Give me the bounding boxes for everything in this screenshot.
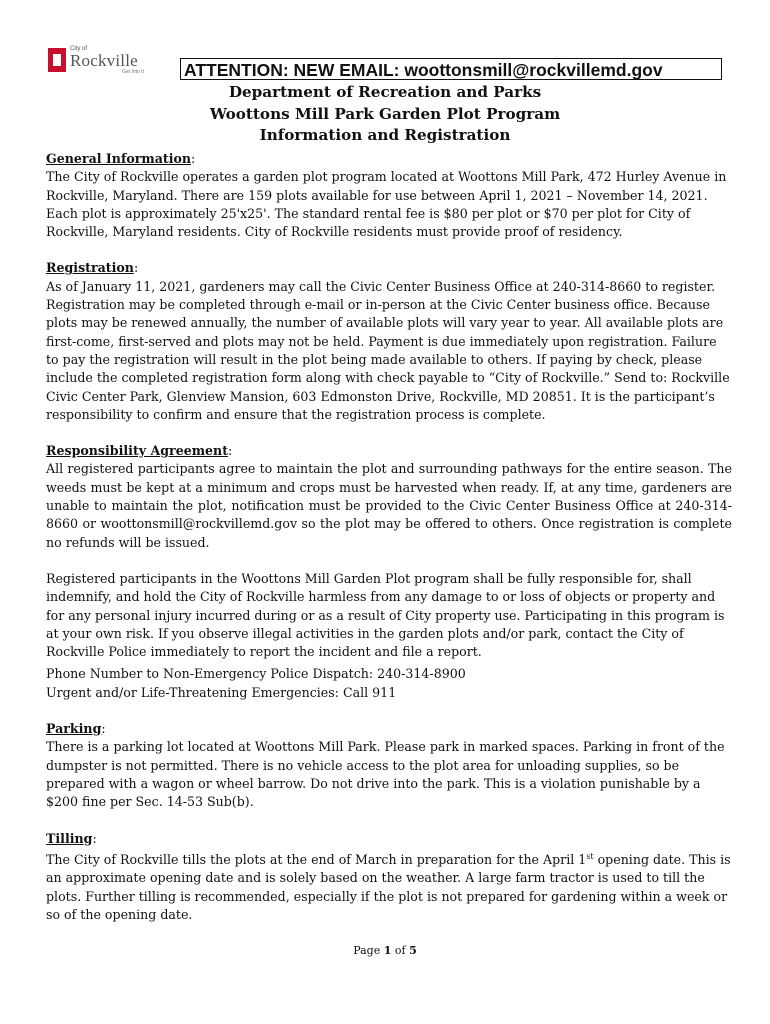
section-label-tilling: Tilling [46, 830, 93, 846]
police-phone-line: Phone Number to Non-Emergency Police Dispatch: 240-314-8900 [46, 666, 466, 682]
section-label-general: General Information [46, 151, 192, 166]
rockville-logo-icon [48, 48, 66, 72]
tilling-text-end: opening date. This is an approximate opening date and is solely based on the weather. A large farm tractor is used to till the plots. Further tilling is recommended, especially if the plot is not prepared for gardening within a week or so of the opening date. [46, 851, 731, 922]
registration-paragraph: As of January 11, 2021, gardeners may call the Civic Center Business Office at 240-314-8660 to register. Registration may be completed through e-mail or in-person at the Civic Center business office. Because plots may be renewed annually, the number of available plots will vary year to year. All available plots are first-come, first-served and plots may not be held. Payment is due immediately upon registration. Failure to pay the registration will result in the plot being made available to others. If paying by check, please include the completed registration form along with check payable to “City of Rockville.” Send to: Rockville Civic Center Park, Glenview Mansion, 603 Edmonston Drive, Rockville, MD 20851. It is the participant’s responsibility to confirm and ensure that the registration process is complete. [46, 278, 730, 422]
logo-tagline: Get Into It [122, 69, 144, 75]
attention-banner: ATTENTION: NEW EMAIL: woottonsmill@rockvillemd.gov [180, 58, 722, 80]
document-body [46, 150, 732, 924]
program-title: Woottons Mill Park Garden Plot Program [209, 105, 561, 123]
of-word: of [394, 944, 406, 957]
parking-paragraph: There is a parking lot located at Woottons Mill Park. Please park in marked spaces. Parking in front of the dumpster is not permitted. There is no vehicle access to the plot area for unloading supplies, so be prepared with a wagon or wheel barrow. Do not drive into the park. This is a violation punishable by a $200 fine per Sec. 14-53 Sub(b). [46, 739, 725, 810]
section-registration: Registration: [46, 260, 139, 276]
indemnity-paragraph: Registered participants in the Woottons Mill Garden Plot program shall be fully responsible for, shall indemnify, and hold the City of Rockville harmless from any damage to or loss of objects or property and for any personal injury incurred during or as a result of City property use. Participating in this program is at your own risk. If you observe illegal activities in the garden plots and/or park, contact the City of Rockville Police immediately to report the incident and file a report. [46, 570, 725, 660]
tilling-text-start: The City of Rockville tills the plots at the end of March in preparation for the April 1 [46, 851, 587, 867]
section-parking: Parking: [46, 721, 106, 737]
page-word: Page [353, 944, 381, 957]
page-number [0, 944, 770, 957]
document-subtitle: Information and Registration [259, 126, 511, 144]
emergency-line: Urgent and/or Life-Threatening Emergencies: Call 911 [46, 684, 397, 700]
section-label-registration: Registration [46, 260, 134, 276]
section-tilling: Tilling: [46, 830, 97, 846]
total-pages: 5 [409, 944, 417, 957]
tilling-paragraph [46, 848, 732, 924]
rockville-logo [48, 46, 148, 76]
responsibility-paragraph: All registered participants agree to maintain the plot and surrounding pathways for the entire season. The weeds must be kept at a minimum and crops must be harvested when ready. If, at any time, gardeners are unable to maintain the plot, notification must be provided to the Civic Center Business Office at 240-314-8660 or woottonsmill@rockvillemd.gov so the plot may be offered to others. Once registration is complete no refunds will be issued. [46, 461, 732, 550]
tilling-ordinal-suffix: st [586, 851, 594, 861]
department-title: Department of Recreation and Parks [228, 83, 542, 101]
logo-city-label: City of [70, 46, 88, 52]
general-paragraph: The City of Rockville operates a garden plot program located at Woottons Mill Park, 472 Hurley Avenue in Rockville, Maryland. There are 159 plots available for use between April 1, 2021 – November 14, 2021. Each plot is approximately 25'x25'. The standard rental fee is $80 per plot or $70 per plot for City of Rockville, Maryland residents. City of Rockville residents must provide proof of residency. [46, 169, 727, 240]
section-responsibility: Responsibility Agreement: [46, 443, 233, 459]
section-label-responsibility: Responsibility Agreement [46, 443, 229, 459]
logo-name: Rockville [70, 51, 138, 70]
section-label-parking: Parking [46, 721, 102, 737]
section-general: General Information: [46, 151, 196, 166]
current-page: 1 [383, 944, 392, 957]
